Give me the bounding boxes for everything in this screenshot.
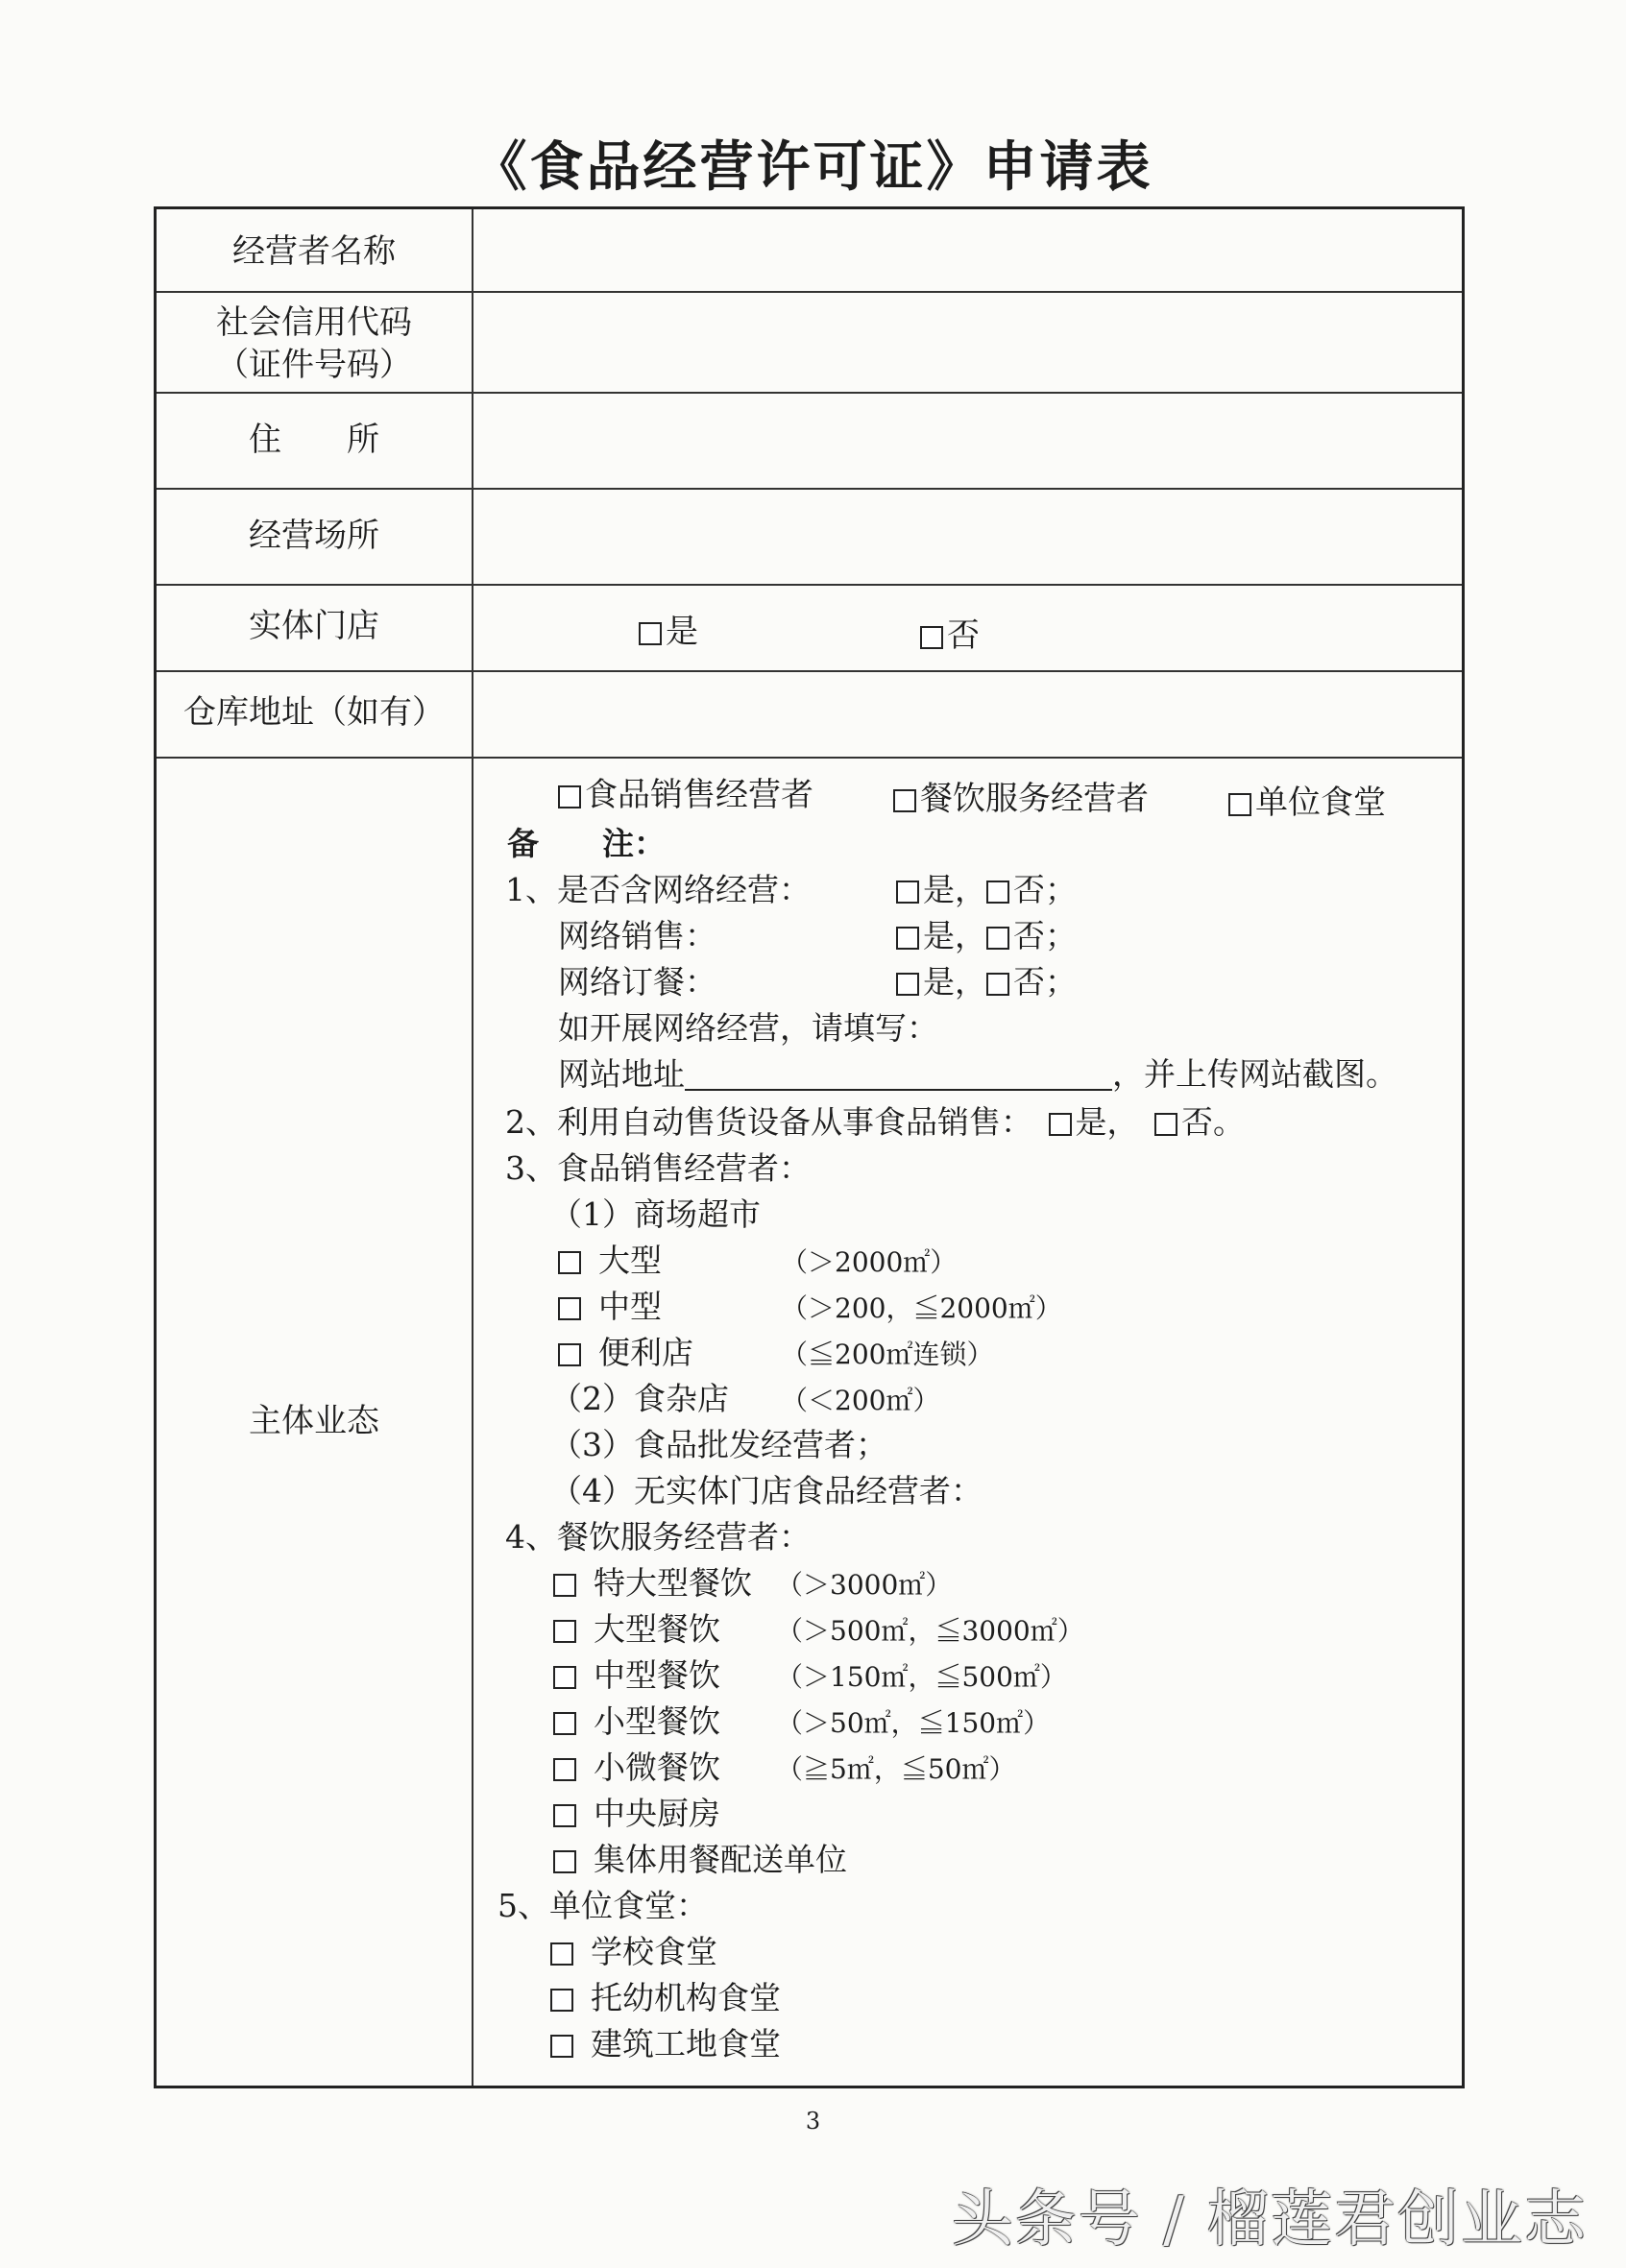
- online-yes-checkbox[interactable]: [896, 881, 919, 904]
- catering-small-checkbox[interactable]: [553, 1712, 576, 1735]
- kindergarten-canteen-checkbox[interactable]: [550, 1989, 573, 2012]
- online-order-no-label: 否；: [1013, 963, 1077, 1001]
- type-canteen-checkbox[interactable]: [1228, 793, 1251, 816]
- label-credit-code-line2: （证件号码）: [216, 346, 412, 384]
- page-number: 3: [805, 2108, 821, 2135]
- mall-medium-checkbox[interactable]: [558, 1297, 581, 1320]
- catering-item: [553, 1746, 1015, 1792]
- mall-item-name: 大型: [598, 1242, 662, 1279]
- catering-item: [553, 1607, 1084, 1653]
- canteen-item: [550, 2022, 781, 2066]
- website-input-line[interactable]: [685, 1054, 1112, 1091]
- grocery-row: [550, 1377, 939, 1423]
- online-sales-label: 网络销售：: [558, 917, 716, 954]
- label-credit-code: [157, 302, 472, 386]
- canteen-item-name: 学校食堂: [591, 1933, 717, 1970]
- vending-no-checkbox[interactable]: [1154, 1113, 1177, 1136]
- online-order-no-checkbox[interactable]: [986, 973, 1009, 996]
- warehouse-input-area[interactable]: [483, 678, 1458, 753]
- vending-yes-label: 是，: [1075, 1103, 1123, 1141]
- catering-heading: 4、餐饮服务经营者：: [505, 1518, 811, 1556]
- online-sales-yes-label: 是，: [923, 917, 986, 954]
- physical-store-no: [920, 616, 980, 655]
- online-order-yes-label: 是，: [923, 963, 986, 1001]
- construction-site-canteen-checkbox[interactable]: [550, 2035, 573, 2058]
- catering-item-name: 特大型餐饮: [594, 1564, 752, 1602]
- catering-extra-large-checkbox[interactable]: [553, 1574, 576, 1597]
- online-sales-no-checkbox[interactable]: [986, 927, 1009, 950]
- mall-item-name: 便利店: [598, 1334, 693, 1371]
- row-divider: [157, 392, 1462, 394]
- row-divider: [157, 670, 1462, 672]
- online-sales-yes-checkbox[interactable]: [896, 927, 919, 950]
- mall-item: [558, 1239, 957, 1285]
- label-business-type: 主体业态: [249, 1402, 379, 1440]
- physical-store-yes-checkbox[interactable]: [639, 622, 662, 645]
- type-food-sales-checkbox[interactable]: [558, 785, 581, 808]
- type-canteen: [1228, 784, 1386, 822]
- row-divider: [157, 584, 1462, 586]
- physical-store-no-checkbox[interactable]: [920, 626, 943, 649]
- form-title: 《食品经营许可证》申请表: [473, 136, 1153, 199]
- label-operator-name: 经营者名称: [232, 232, 396, 271]
- row-divider: [157, 757, 1462, 759]
- mall-item-name: 中型: [598, 1288, 662, 1325]
- online-answers: [896, 868, 1077, 912]
- mall-heading: （1）商场超市: [550, 1195, 761, 1233]
- physical-store-yes: [639, 613, 698, 651]
- mall-item: [558, 1285, 1062, 1331]
- online-question-text: 1、是否含网络经营：: [505, 871, 811, 908]
- canteen-heading: 5、单位食堂：: [498, 1887, 708, 1924]
- online-no-checkbox[interactable]: [986, 881, 1009, 904]
- label-premises: 经营场所: [249, 517, 379, 555]
- canteen-item: [550, 1976, 781, 2020]
- type-canteen-label: 单位食堂: [1255, 784, 1386, 822]
- row-divider: [157, 488, 1462, 490]
- vending-no-label: 否。: [1181, 1103, 1245, 1141]
- vending-question: 2、利用自动售货设备从事食品销售：: [505, 1103, 1017, 1141]
- school-canteen-checkbox[interactable]: [550, 1942, 573, 1966]
- label-credit-code-line1: 社会信用代码: [216, 303, 412, 342]
- watermark: 头条号 / 榴莲君创业志: [951, 2184, 1588, 2256]
- online-order-yes-checkbox[interactable]: [896, 973, 919, 996]
- premises-input-area[interactable]: [483, 497, 1458, 579]
- type-catering-checkbox[interactable]: [893, 789, 916, 812]
- website-label: 网站地址: [558, 1055, 685, 1093]
- type-food-sales: [558, 776, 813, 814]
- catering-medium-checkbox[interactable]: [553, 1666, 576, 1689]
- type-catering-label: 餐饮服务经营者: [920, 780, 1149, 818]
- operator-name-input-area[interactable]: [483, 214, 1458, 286]
- mall-item-range: （≦200㎡连锁）: [781, 1339, 994, 1370]
- convenience-store-checkbox[interactable]: [558, 1343, 581, 1366]
- vending-yes-checkbox[interactable]: [1049, 1113, 1072, 1136]
- online-sales-no-label: 否；: [1013, 917, 1077, 954]
- online-yes-label: 是，: [923, 871, 986, 908]
- online-sales-answers: [896, 914, 1077, 958]
- physical-store-yes-label: 是: [666, 613, 698, 651]
- canteen-item-name: 托幼机构食堂: [591, 1979, 781, 2016]
- catering-large-checkbox[interactable]: [553, 1620, 576, 1643]
- group-meal-delivery-checkbox[interactable]: [553, 1850, 576, 1873]
- online-fill-hint: 如开展网络经营，请填写：: [558, 1009, 938, 1047]
- catering-item-range: （＞3000㎡）: [776, 1569, 953, 1601]
- catering-item-range: （＞150㎡，≦500㎡）: [776, 1661, 1067, 1693]
- canteen-item-name: 建筑工地食堂: [591, 2025, 781, 2063]
- vending-row: [505, 1100, 1245, 1145]
- type-catering: [893, 780, 1149, 818]
- catering-item-name: 集体用餐配送单位: [594, 1841, 847, 1878]
- catering-item-name: 大型餐饮: [594, 1610, 720, 1648]
- residence-input-area[interactable]: [483, 401, 1458, 483]
- remarks-label: 备 注：: [507, 825, 666, 862]
- catering-item: [553, 1838, 847, 1882]
- catering-item-name: 中央厨房: [594, 1795, 720, 1832]
- mall-large-checkbox[interactable]: [558, 1251, 581, 1274]
- row-divider: [157, 291, 1462, 293]
- canteen-item: [550, 1930, 717, 1974]
- grocery-label: （2）食杂店: [550, 1380, 729, 1417]
- type-food-sales-label: 食品销售经营者: [585, 776, 813, 814]
- catering-item-range: （＞50㎡，≦150㎡）: [776, 1707, 1051, 1739]
- mall-item-range: （＞200，≦2000㎡）: [781, 1292, 1062, 1324]
- catering-item: [553, 1561, 952, 1607]
- credit-code-input-area[interactable]: [483, 301, 1458, 387]
- label-residence: 住 所: [249, 421, 379, 459]
- physical-store-no-label: 否: [947, 616, 980, 655]
- catering-item-range: （≧5㎡，≦50㎡）: [776, 1753, 1016, 1785]
- catering-micro-checkbox[interactable]: [553, 1758, 576, 1781]
- no-store-row: （4）无实体门店食品经营者：: [550, 1472, 983, 1509]
- wholesale-row: （3）食品批发经营者；: [550, 1426, 887, 1463]
- label-physical-store: 实体门店: [249, 607, 379, 645]
- catering-item-range: （＞500㎡，≦3000㎡）: [776, 1615, 1084, 1647]
- catering-item: [553, 1700, 1050, 1746]
- label-warehouse: 仓库地址（如有）: [183, 693, 445, 732]
- column-divider: [472, 209, 473, 2086]
- catering-item-name: 小型餐饮: [594, 1702, 720, 1740]
- online-order-answers: [896, 960, 1077, 1004]
- online-no-label: 否；: [1013, 871, 1077, 908]
- catering-item-name: 中型餐饮: [594, 1656, 720, 1694]
- catering-item: [553, 1792, 776, 1836]
- central-kitchen-checkbox[interactable]: [553, 1804, 576, 1827]
- website-suffix: ，并上传网站截图。: [1112, 1055, 1397, 1093]
- catering-item: [553, 1653, 1067, 1700]
- grocery-range: （＜200㎡）: [781, 1385, 940, 1416]
- catering-item-name: 小微餐饮: [594, 1749, 720, 1786]
- online-question: [505, 868, 811, 912]
- mall-item: [558, 1331, 993, 1377]
- website-row: [558, 1052, 1397, 1097]
- food-sales-heading: 3、食品销售经营者：: [505, 1149, 811, 1187]
- online-order-label: 网络订餐：: [558, 963, 716, 1001]
- application-form: [154, 206, 1465, 2088]
- mall-item-range: （＞2000㎡）: [781, 1246, 958, 1278]
